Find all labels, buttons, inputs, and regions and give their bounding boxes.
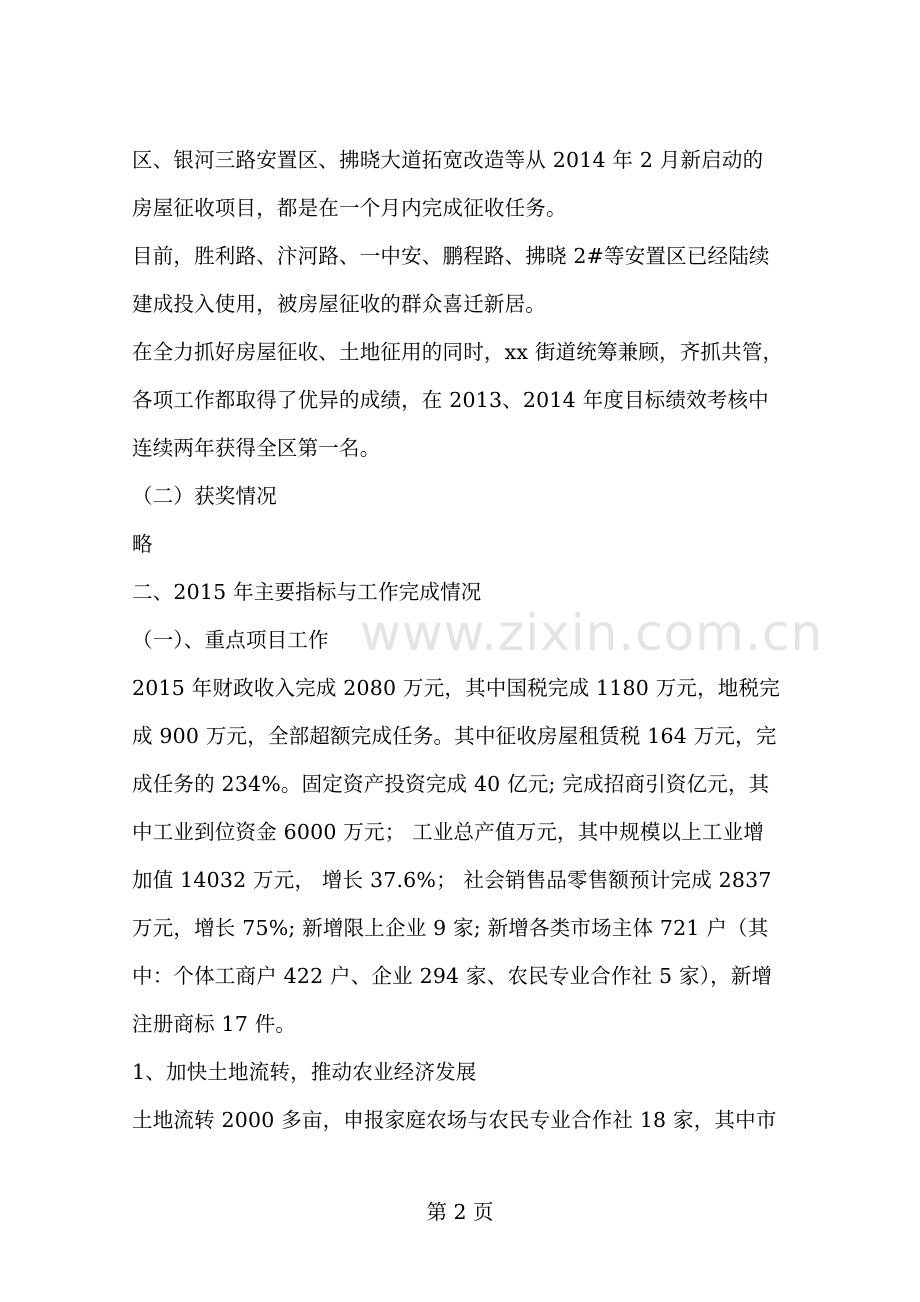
body-line: 区、银河三路安置区、拂晓大道拓宽改造等从 2014 年 2 月新启动的: [132, 148, 764, 172]
body-line: 各项工作都取得了优异的成绩，在 2013、2014 年度目标绩效考核中: [132, 388, 769, 412]
body-line: 建成投入使用，被房屋征收的群众喜迁新居。: [132, 292, 546, 316]
body-line: 加值 14032 万元， 增长 37.6%； 社会销售品零售额预计完成 2837: [132, 868, 772, 892]
body-line: 略: [132, 532, 153, 556]
document-body: [132, 136, 792, 1144]
body-line: 万元，增长 75%; 新增限上企业 9 家; 新增各类市场主体 721 户（其: [132, 916, 769, 940]
body-line: 连续两年获得全区第一名。: [132, 436, 381, 460]
body-line: 房屋征收项目，都是在一个月内完成征收任务。: [132, 196, 567, 220]
page-number: 第 2 页: [426, 1200, 494, 1224]
body-line: 注册商标 17 件。: [132, 1012, 297, 1036]
section-heading: 二、2015 年主要指标与工作完成情况: [132, 580, 482, 604]
body-line: 在全力抓好房屋征收、土地征用的同时，xx 街道统筹兼顾，齐抓共管，: [132, 340, 784, 364]
body-line: 中工业到位资金 6000 万元； 工业总产值万元，其中规模以上工业增: [132, 820, 765, 844]
body-line: 土地流转 2000 多亩，申报家庭农场与农民专业合作社 18 家，其中市: [132, 1108, 777, 1132]
body-line: 中：个体工商户 422 户、企业 294 家、农民专业合作社 5 家），新增: [132, 964, 773, 988]
body-line: 2015 年财政收入完成 2080 万元，其中国税完成 1180 万元，地税完: [132, 676, 780, 700]
body-line: 成 900 万元，全部超额完成任务。其中征收房屋租赁税 164 万元，完: [132, 724, 777, 748]
section-heading: 1、加快土地流转，推动农业经济发展: [132, 1060, 477, 1084]
body-line: 目前，胜利路、汴河路、一中安、鹏程路、拂晓 2#等安置区已经陆续: [132, 244, 770, 268]
section-heading: （一）、重点项目工作: [132, 628, 329, 652]
watermark-text: www.zixin.com.cn: [360, 604, 824, 662]
body-line: 成任务的 234%。固定资产投资完成 40 亿元; 完成招商引资亿元，其: [132, 772, 770, 796]
section-heading: （二）获奖情况: [132, 484, 277, 508]
